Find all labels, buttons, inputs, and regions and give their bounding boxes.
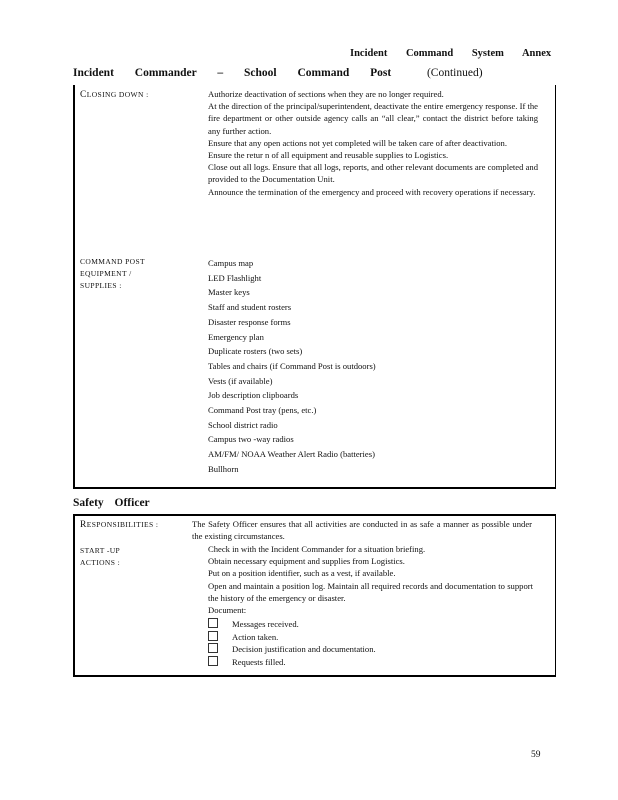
- closing-line: Announce the termination of the emergency and proceed with recovery operations if necessary.: [208, 186, 536, 197]
- list-item: Decision justification and documentation.: [208, 643, 376, 656]
- startup-line: Document:: [208, 605, 247, 616]
- list-item: AM/FM/ NOAA Weather Alert Radio (batteries): [208, 449, 375, 460]
- responsibilities-text: The Safety Officer ensures that all activities are conducted in as safe a manner as possible under the existing circumstances.: [192, 519, 532, 542]
- document-list: [208, 618, 376, 668]
- startup-line: Open and maintain a position log. Maintain all required records and documentation to support the history of the emergency or disaster.: [208, 580, 533, 603]
- checkbox-icon: [208, 643, 218, 653]
- list-item: Master keys: [208, 287, 250, 298]
- list-item: Campus map: [208, 258, 254, 268]
- checkbox-icon: [208, 656, 218, 666]
- closing-line: Ensure that any open actions not yet completed will be taken care of after deactivation.: [208, 137, 507, 148]
- list-item: Command Post tray (pens, etc.): [208, 405, 317, 416]
- equipment-list: [208, 256, 376, 477]
- list-item: Tables and chairs (if Command Post is outdoors): [208, 360, 376, 371]
- startup-line: Check in with the Incident Commander for a situation briefing.: [208, 544, 426, 554]
- startup-actions-label: START -UP ACTIONS :: [80, 546, 121, 567]
- list-item: Emergency plan: [208, 331, 264, 342]
- closing-line: Close out all logs. Ensure that all logs, reports, and other relevant documents are completed and provided to the Documentation Unit.: [208, 162, 538, 185]
- startup-line: Put on a position identifier, such as a vest, if available.: [208, 568, 396, 579]
- closing-line: At the direction of the principal/superintendent, deactivate the entire emergency response. If the fire department or other outside agency calls an “all clear,” contact the district before taking any further action.: [208, 101, 538, 136]
- page-number: 59: [531, 750, 541, 760]
- list-item: Messages received.: [208, 618, 376, 631]
- safety-officer-heading: Safety Officer: [73, 497, 150, 509]
- page-title-main: Incident Commander – School Command Post: [73, 67, 392, 79]
- list-item: Job description clipboards: [208, 390, 299, 401]
- list-item: Requests filled.: [208, 656, 376, 669]
- list-item: LED Flashlight: [208, 272, 262, 283]
- list-item: Bullhorn: [208, 463, 239, 474]
- startup-actions: [208, 543, 533, 616]
- responsibilities-label: RESPONSIBILITIES :: [80, 520, 159, 530]
- checkbox-icon: [208, 631, 218, 641]
- list-item: Action taken.: [208, 631, 376, 644]
- closing-down-actions: [208, 88, 538, 198]
- list-item: Duplicate rosters (two sets): [208, 346, 303, 357]
- list-item: School district radio: [208, 419, 278, 430]
- startup-line: Obtain necessary equipment and supplies from Logistics.: [208, 556, 405, 567]
- closing-line: Ensure the retur n of all equipment and reusable supplies to Logistics.: [208, 150, 449, 161]
- list-item: Staff and student rosters: [208, 302, 292, 313]
- checkbox-icon: [208, 618, 218, 628]
- page-title: [73, 67, 483, 79]
- list-item: Vests (if available): [208, 375, 273, 386]
- closing-down-label: CLOSING DOWN :: [80, 90, 149, 100]
- closing-line: Authorize deactivation of sections when they are no longer required.: [208, 89, 444, 99]
- list-item: Campus two -way radios: [208, 434, 294, 445]
- annex-heading: Incident Command System Annex: [350, 48, 552, 59]
- list-item: Disaster response forms: [208, 316, 291, 327]
- page-title-suffix: (Continued): [426, 67, 483, 79]
- equipment-supplies-label: COMMAND POST EQUIPMENT / SUPPLIES :: [80, 257, 146, 290]
